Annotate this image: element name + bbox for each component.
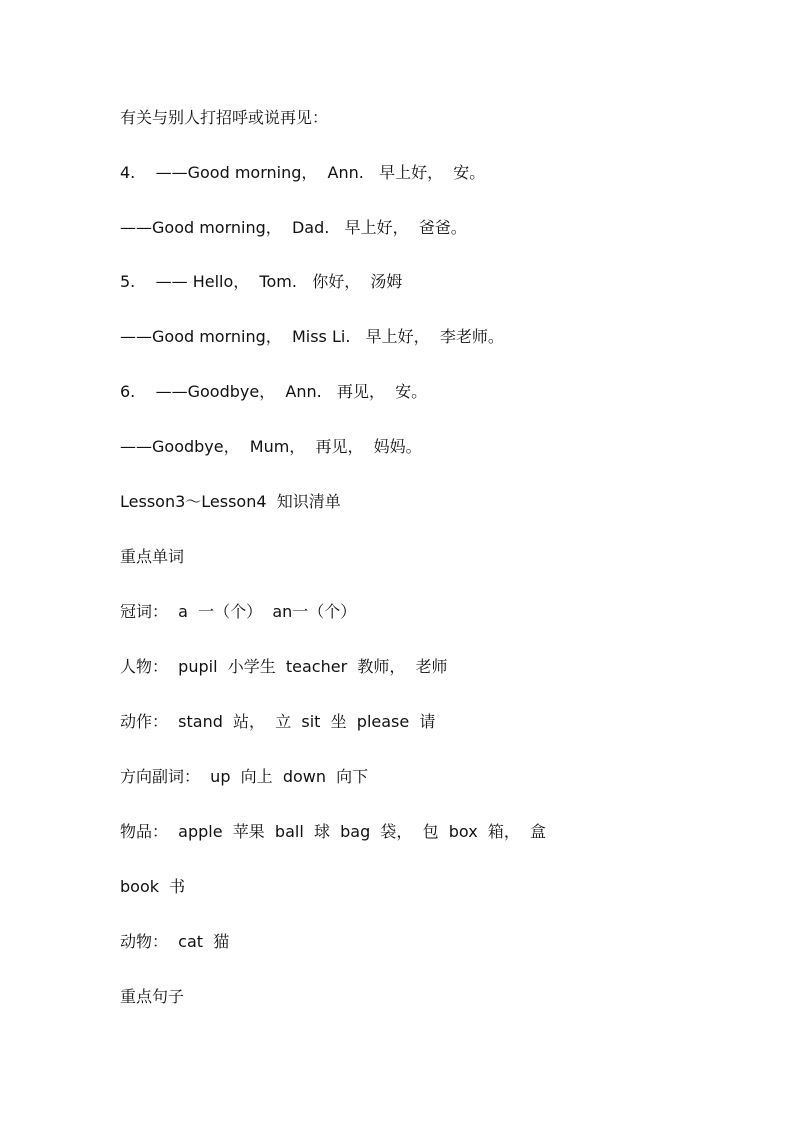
section-heading-greetings: 有关与别人打招呼或说再见：: [120, 108, 329, 127]
vocab-line: 物品： apple 苹果 ball 球 bag 袋， 包 box 箱， 盒: [120, 822, 547, 841]
dialogue-line: ——Good morning， Miss Li. 早上好， 李老师。: [120, 327, 504, 346]
dialogue-line: 4. ——Good morning， Ann. 早上好， 安。: [120, 163, 486, 182]
lesson-heading: Lesson3～Lesson4 知识清单: [120, 492, 341, 511]
dialogue-line: ——Good morning， Dad. 早上好， 爸爸。: [120, 218, 467, 237]
dialogue-line: ——Goodbye， Mum， 再见， 妈妈。: [120, 437, 422, 456]
key-words-heading: 重点单词: [120, 547, 185, 566]
vocab-line: 动作： stand 站， 立 sit 坐 please 请: [120, 712, 436, 731]
vocab-line: 动物： cat 猫: [120, 932, 230, 951]
dialogue-line: 6. ——Goodbye， Ann. 再见， 安。: [120, 382, 428, 401]
key-sentences-heading: 重点句子: [120, 987, 185, 1006]
vocab-line: 人物： pupil 小学生 teacher 教师， 老师: [120, 657, 448, 676]
vocab-line: 方向副词： up 向上 down 向下: [120, 767, 369, 786]
vocab-line: book 书: [120, 877, 186, 896]
dialogue-line: 5. —— Hello， Tom. 你好， 汤姆: [120, 272, 403, 291]
vocab-line: 冠词： a 一（个） an一（个）: [120, 602, 357, 621]
